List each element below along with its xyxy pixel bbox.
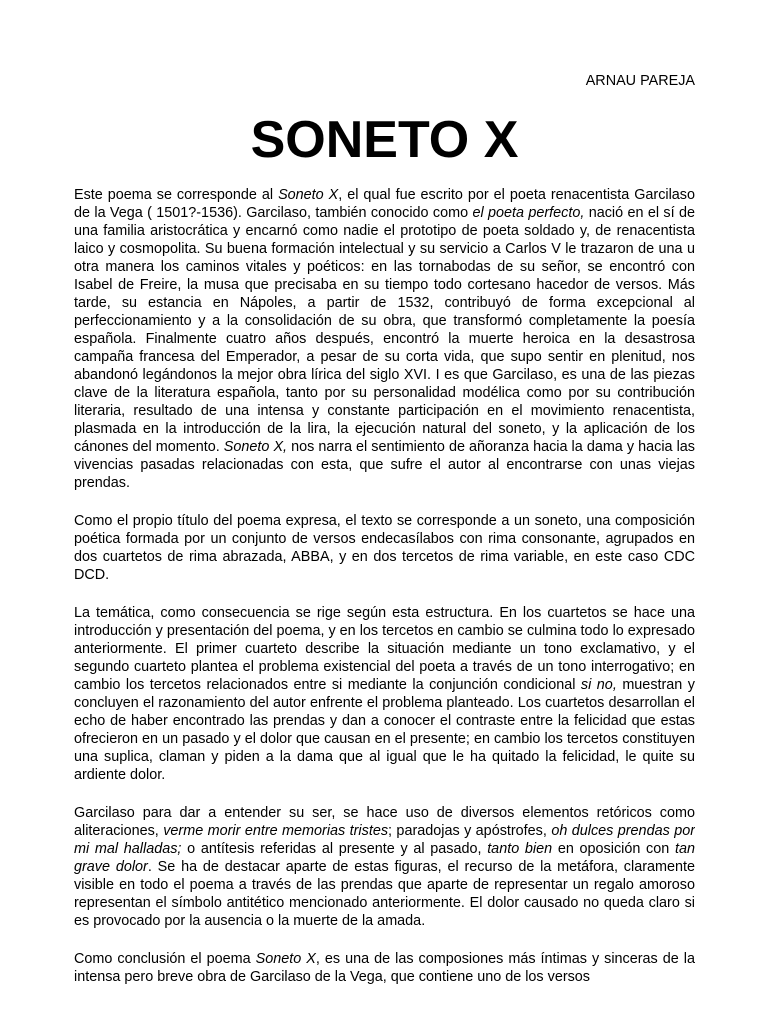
author-name: ARNAU PAREJA	[585, 73, 695, 89]
italic-text: Soneto X	[278, 187, 339, 203]
paragraph-text: Este poema se corresponde al	[74, 187, 279, 203]
italic-text: Soneto X,	[223, 439, 288, 455]
italic-text: oh dulces prendas por mi mal halladas;	[74, 823, 695, 857]
body-paragraph	[74, 604, 695, 784]
italic-text: si no,	[580, 677, 617, 693]
italic-text: verme morir entre memorias tristes	[163, 823, 389, 839]
paragraph-text: ; paradojas y apóstrofes,	[388, 823, 552, 839]
paragraph-text: en oposición con	[552, 841, 675, 857]
paragraph-text: nació en el sí de una familia aristocrática y encarnó como nadie el prototipo de poeta soldado y, de renacentista laico y cosmopolita. Su buena formación intelectual y su servicio a Carlos V le trazaron de una u otra manera los caminos vitales y poéticos: en las tornabodas de su señor, se encontró con Isabel de Freire, la musa que precisaba en su tiempo todo cortesano hacedor de versos. Más tarde, su estancia en Nápoles, a partir de 1532, contribuyó de forma excepcional al perfeccionamiento y a la consolidación de su obra, que transformó completamente la poesía española. Finalmente cuatro años después, encontró la muerte heroica en la desastrosa campaña francesa del Emperador, a pesar de su corta vida, que supo sentir en plenitud, nos abandonó legándonos la mejor obra lírica del siglo XVI. I es que Garcilaso, es una de las piezas clave de la literatura española, tanto por su personalidad modélica como por su contribución literaria, resultado de una intensa y constante participación en el movimiento renacentista, plasmada en la introducción de la lira, la ejecución natural del soneto, y la aplicación de los cánones del momento.	[74, 205, 695, 455]
paragraph-text: nos narra el sentimiento de añoranza hacia la dama y hacia las vivencias pasadas relacionadas con esta, que sufre el autor al encontrarse con unas viejas prendas.	[74, 439, 695, 491]
body-paragraph	[74, 804, 695, 930]
paragraph-text: . Se ha de destacar aparte de estas figuras, el recurso de la metáfora, claramente visible en todo el poema a través de las prendas que aparte de representar un regalo amoroso representan el símbolo antitético mencionado anteriormente. El dolor causado no queda claro si es provocado por la ausencia o la muerte de la amada.	[74, 859, 695, 929]
italic-text: Soneto X	[255, 951, 316, 967]
italic-text: el poeta perfecto,	[472, 205, 585, 221]
paragraph-text: Garcilaso para dar a entender su ser, se hace uso de diversos elementos retóricos como aliteraciones,	[74, 805, 695, 839]
document-body	[74, 186, 695, 1006]
italic-text: tanto bien	[487, 841, 553, 857]
paragraph-text: , el qual fue escrito por el poeta renacentista Garcilaso de la Vega ( 1501?-1536). Garcilaso, también conocido como	[74, 187, 695, 221]
paragraph-text: La temática, como consecuencia se rige según esta estructura. En los cuartetos se hace una introducción y presentación del poema, y en los tercetos en cambio se culmina todo lo expresado anteriormente. El primer cuarteto describe la situación mediante un tono exclamativo, y el segundo cuarteto plantea el problema existencial del poeta a través de un tono interrogativo; en cambio los tercetos relacionados entre si mediante la conjunción condicional	[74, 605, 695, 693]
paragraph-text: o antítesis referidas al presente y al pasado,	[181, 841, 488, 857]
body-paragraph	[74, 186, 695, 492]
paragraph-text: , es una de las composiones más íntimas y sinceras de la intensa pero breve obra de Garcilaso de la Vega, que contiene uno de los versos	[74, 951, 695, 985]
body-paragraph	[74, 512, 695, 584]
paragraph-text: Como el propio título del poema expresa, el texto se corresponde a un soneto, una composición poética formada por un conjunto de versos endecasílabos con rima consonante, agrupados en dos cuartetos de rima abrazada, ABBA, y en dos tercetos de rima variable, en este caso CDC DCD.	[74, 513, 695, 583]
paragraph-text: muestran y concluyen el razonamiento del autor enfrente el problema planteado. Los cuartetos desarrollan el echo de haber encontrado las prendas y dan a conocer el contraste entre la felicidad que estas ofrecieron en un pasado y el dolor que causan en el presente; en cambio los tercetos constituyen una suplica, claman y piden a la dama que al igual que le ha quitado la felicidad, le quite su ardiente dolor.	[74, 677, 695, 783]
paragraph-text: Como conclusión el poema	[74, 951, 256, 967]
italic-text: tan grave dolor	[74, 841, 695, 875]
document-title: SONETO X	[250, 111, 519, 169]
body-paragraph	[74, 950, 695, 986]
document-page	[74, 0, 695, 1024]
